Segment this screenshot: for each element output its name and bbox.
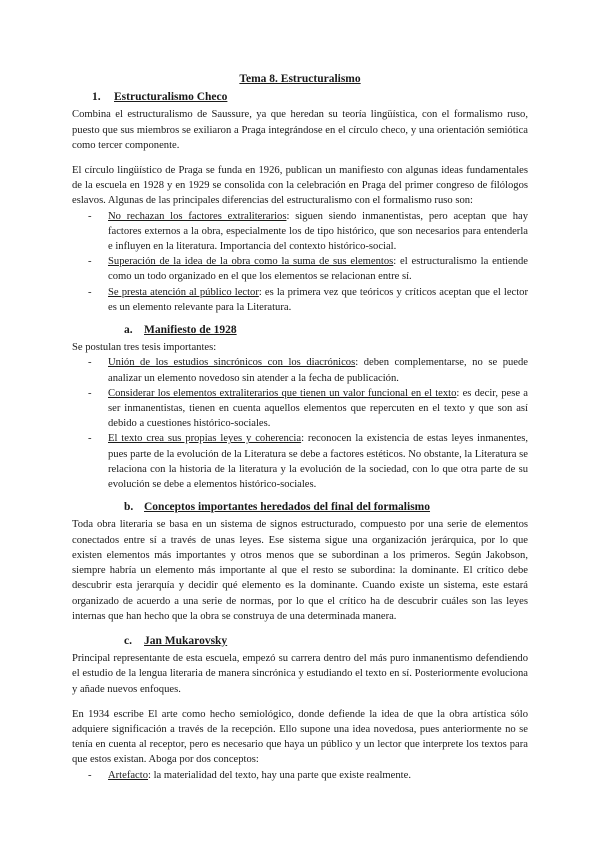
list-item: [72, 768, 528, 783]
section-number: c.: [124, 634, 132, 647]
section-1-heading: [92, 90, 528, 105]
paragraph: Toda obra literaria se basa en un sistema de signos estructurado, compuesto por una serie de elementos conectados entre sí a través de unas leyes. Ese sistema sigue una organización jerárquica, por lo que existen elementos más importantes y otros menos que se subordinan a los primeros. Según Jakobson, siempre habría un elemento más importante al que el resto se subordina: la dominante. El crítico debe descubrir esta jerarquía y decidir qué elemento es la dominante. Cuando existe un sistema, este estará organizado de acuerdo a una serie de normas, por lo que el crítico ha de descubrir cuáles son las leyes internas que han hecho que la obra se construya de una determinada manera.: [72, 519, 528, 622]
dash-bullet: -: [88, 357, 92, 369]
list-item: [72, 431, 528, 492]
dash-bullet: -: [88, 769, 92, 781]
list-item-term: El texto crea sus propias leyes y coherencia: [108, 433, 302, 445]
list-item-text: : el estructuralismo la entiende como un todo organizado en el que los elementos se relacionan entre sí.: [108, 256, 528, 283]
list-item-term: Artefacto: [108, 769, 148, 781]
list-item-text: : es decir, pese a ser inmanentistas, tienen en cuenta aquellos elementos que repercuten en el texto y que son así debido a cuestiones histórico-sociales.: [108, 387, 528, 430]
list-item: [72, 355, 528, 385]
section-title: Manifiesto de 1928: [144, 324, 237, 337]
list-item: [72, 254, 528, 284]
list-item: [72, 386, 528, 432]
list-item-text: : deben complementarse, no se puede analizar un elemento novedoso sin atender a la fecha de publicación.: [108, 357, 528, 384]
bullet-list: [72, 355, 528, 492]
list-item-text: : siguen siendo inmanentistas, pero aceptan que hay factores externos a la obra, especialmente los de tipo histórico, que son necesarios para entenderla e influyen en la literatura. Importancia del contexto histórico-social.: [108, 210, 528, 253]
paragraph: Combina el estructuralismo de Saussure, ya que heredan su teoría lingüística, con el formalismo ruso, puesto que sus miembros se exiliaron a Praga integrándose en el círculo checo, y una orientación semiótica como tercer componente.: [72, 109, 528, 151]
bullet-list: [72, 209, 528, 315]
list-item: [72, 285, 528, 315]
section-b-heading: [124, 500, 528, 515]
list-item-term: Superación de la idea de la obra como la suma de sus elementos: [108, 256, 394, 268]
section-title: Jan Mukarovsky: [144, 634, 228, 647]
list-item-term: Unión de los estudios sincrónicos con los diacrónicos: [108, 357, 356, 369]
dash-bullet: -: [88, 286, 92, 298]
dash-bullet: -: [88, 433, 92, 445]
paragraph: Se postulan tres tesis importantes:: [72, 342, 217, 354]
list-item-text: : reconocen la existencia de estas leyes inmanentes, pues parte de la evolución de la Literatura se debe a factores estéticos. No obstante, la Literatura se relaciona con la historia de la literatura y la evolución de la sociedad, con lo que otra parte de su evolución se debe a elementos histórico-sociales.: [108, 433, 529, 491]
section-number: 1.: [92, 91, 101, 104]
section-c-heading: [124, 634, 528, 649]
section-a-heading: [124, 323, 528, 338]
paragraph: Principal representante de esta escuela, empezó su carrera dentro del más puro inmanentismo defendiendo el estudio de la lengua literaria de manera sincrónica y estudiando el texto en sí. Posteriormente evoluciona y añade nuevos enfoques.: [72, 653, 528, 695]
section-number: a.: [124, 324, 133, 337]
list-item-text: : la materialidad del texto, hay una parte que existe realmente.: [148, 769, 411, 781]
bullet-list: [72, 768, 528, 783]
paragraph: El círculo lingüístico de Praga se funda en 1926, publican un manifiesto con algunas ideas fundamentales de la escuela en 1928 y en 1929 se consolida con la celebración en Praga del primer congreso de filólogos eslavos. Algunas de las principales diferencias del estructuralismo con el formalismo ruso son:: [72, 165, 528, 207]
section-title: Conceptos importantes heredados del final del formalismo: [144, 501, 431, 514]
list-item-text: : es la primera vez que teóricos y críticos aceptan que el lector es un elemento relevante para la Literatura.: [108, 286, 528, 313]
dash-bullet: -: [88, 387, 92, 399]
list-item-term: No rechazan los factores extraliterarios: [108, 210, 287, 222]
dash-bullet: -: [88, 256, 92, 268]
page-title: Tema 8. Estructuralismo: [239, 73, 361, 85]
section-number: b.: [124, 501, 134, 514]
list-item-term: Considerar los elementos extraliterarios que tienen un valor funcional en el texto: [108, 387, 457, 399]
list-item: [72, 209, 528, 255]
list-item-term: Se presta atención al público lector: [108, 286, 259, 298]
section-title: Estructuralismo Checo: [114, 91, 228, 104]
dash-bullet: -: [88, 210, 92, 222]
paragraph: En 1934 escribe El arte como hecho semiológico, donde defiende la idea de que la obra artística sólo adquiere significación a través de la recepción. Ello supone una idea novedosa, pues anteriormente no se tenía en cuenta al receptor, pero es necesario que haya un público y un lector que interprete los textos para que estos existan. Aboga por dos conceptos:: [72, 708, 528, 766]
